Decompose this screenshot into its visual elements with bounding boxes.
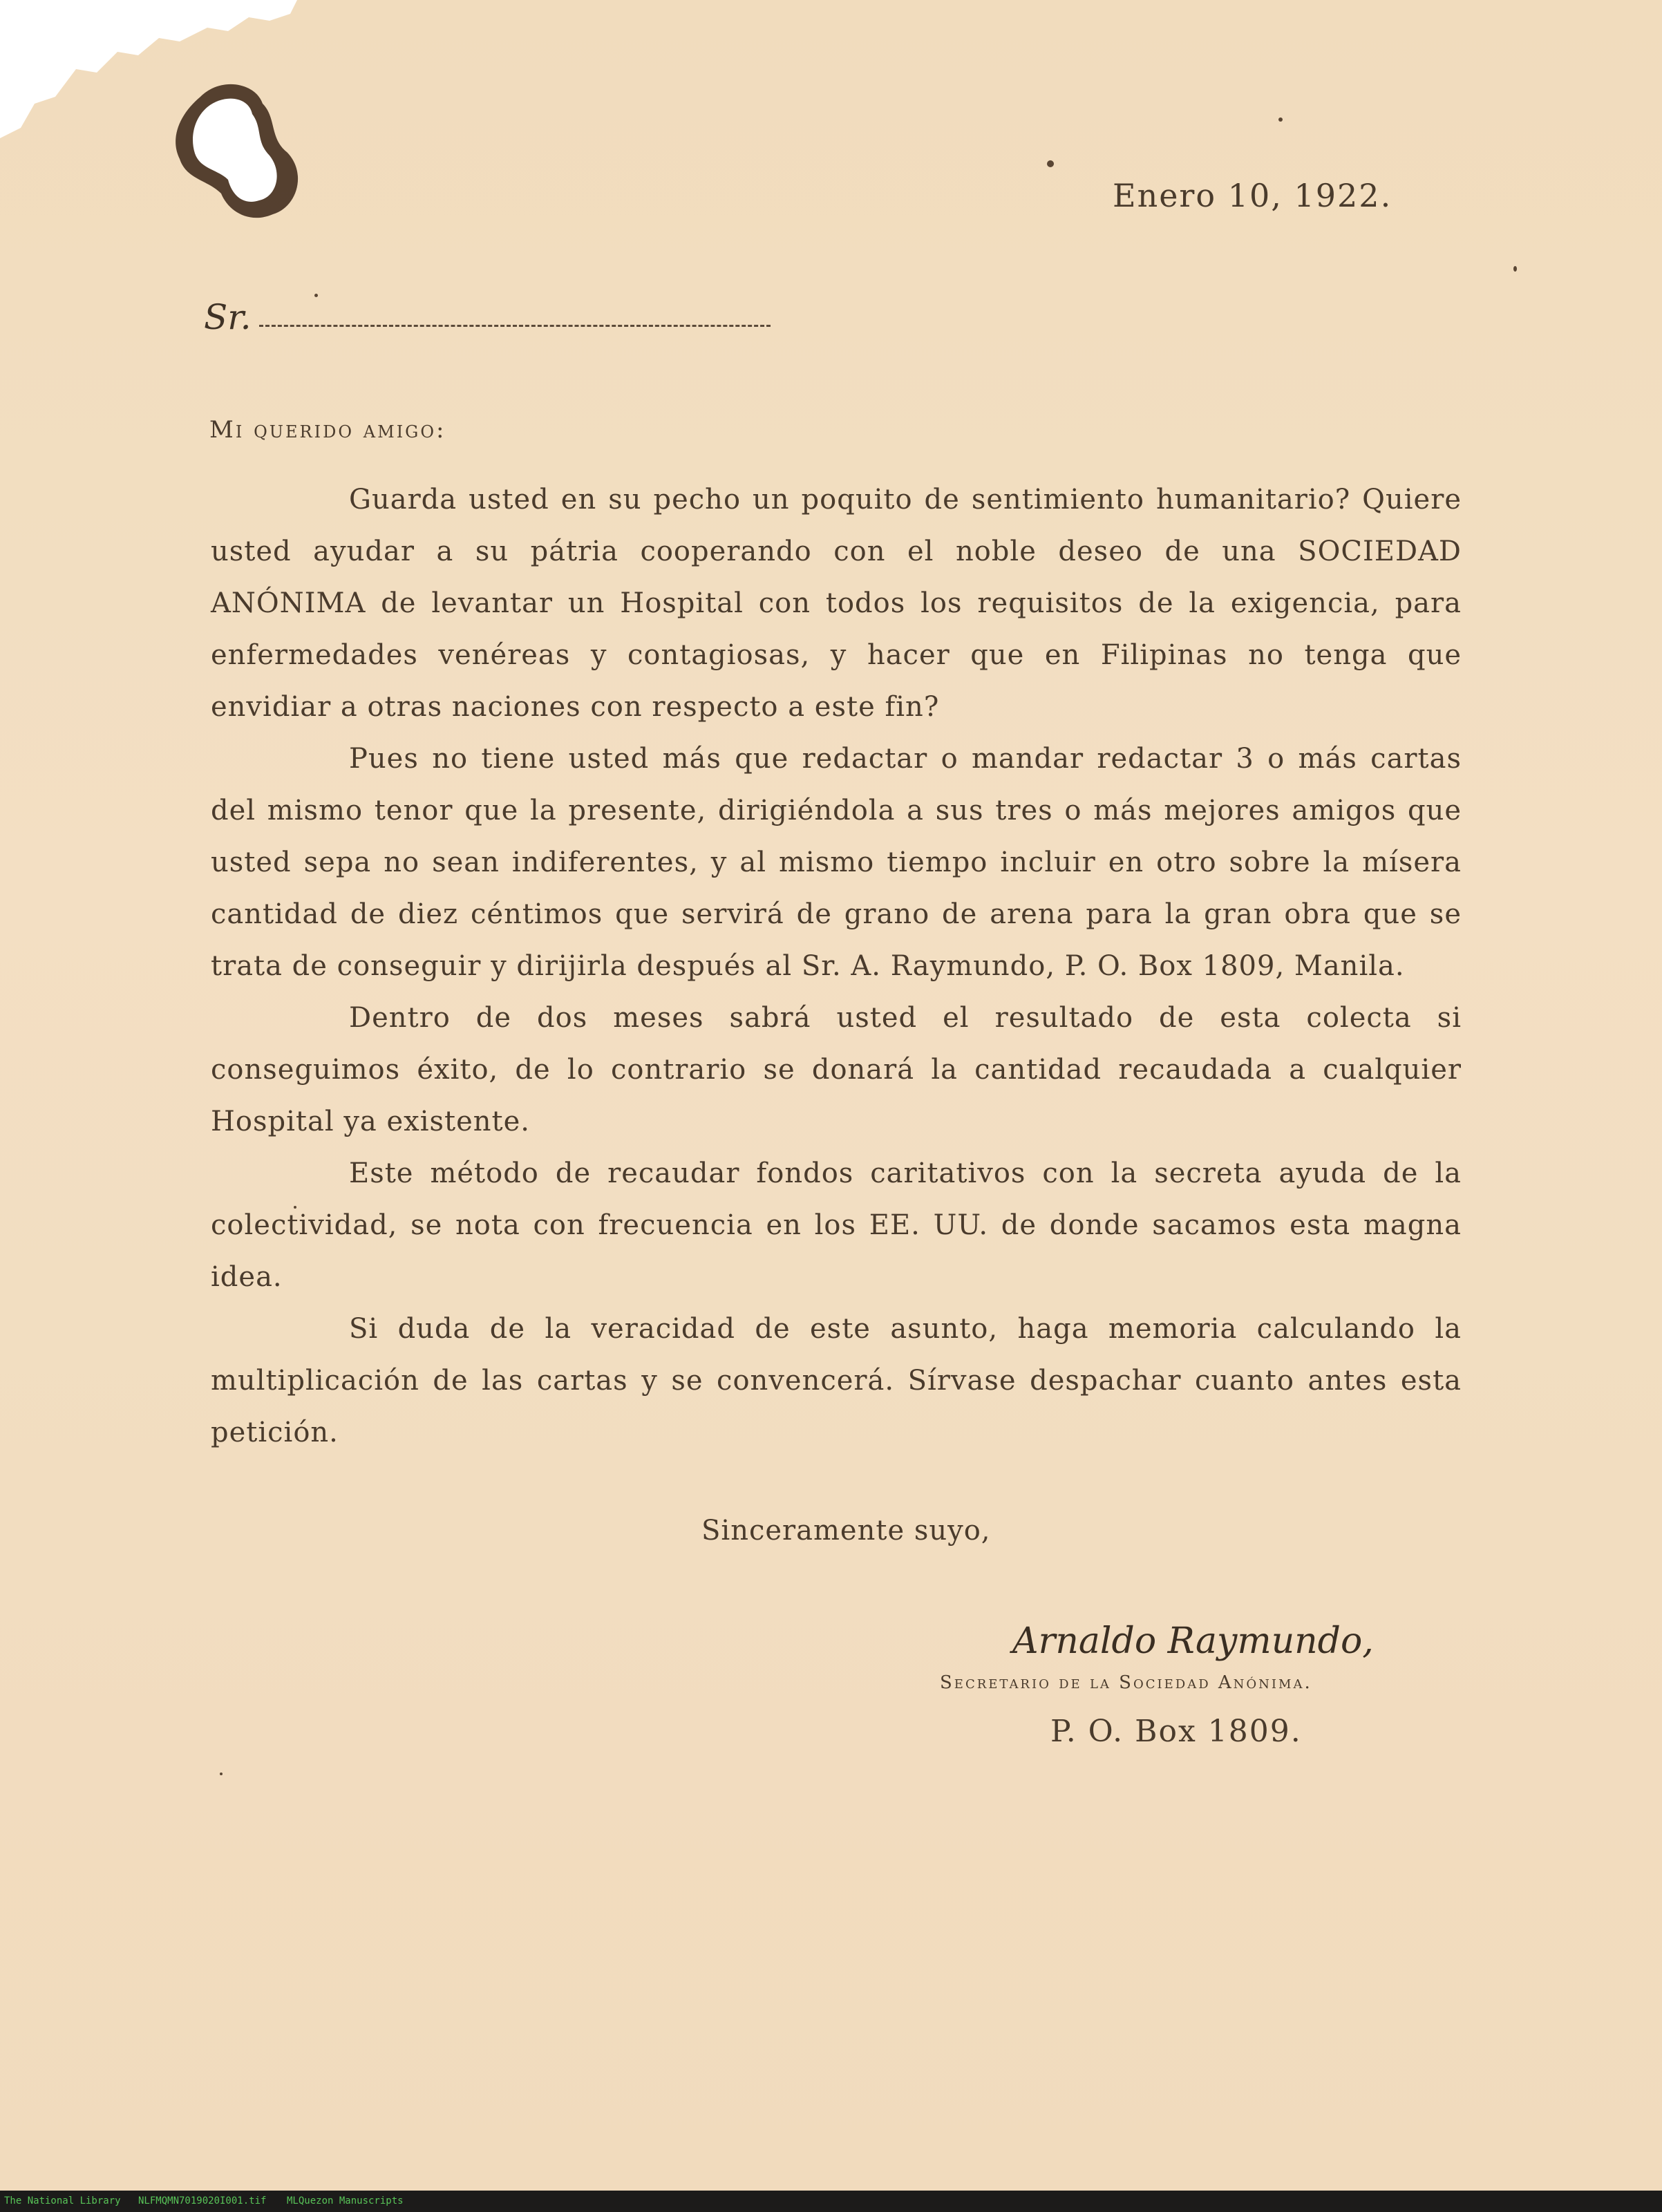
letter-date: Enero 10, 1922. [1113, 177, 1392, 214]
ink-speck [1278, 117, 1283, 122]
footer-library: The National Library [4, 2195, 121, 2206]
burn-hole [159, 76, 318, 228]
ink-speck [314, 294, 318, 297]
paragraph: Dentro de dos meses sabrá usted el resultado de esta colecta si conseguimos éxito, de lo contrario se donará la cantidad recaudada a cualquier Hospital ya existente. [211, 1002, 1462, 1137]
ink-speck [294, 1206, 296, 1209]
footer-file: NLFMQMN7019020I001.tif [138, 2195, 267, 2206]
signer-title: Secretario de la Sociedad Anónima. [940, 1672, 1312, 1693]
addressee-label: Sr. [204, 297, 252, 337]
po-box: P. O. Box 1809. [1050, 1714, 1302, 1749]
addressee-blank [259, 325, 771, 327]
ink-speck [220, 1773, 223, 1775]
ink-speck [1513, 266, 1517, 272]
footer-collection: MLQuezon Manuscripts [287, 2195, 404, 2206]
ink-speck [1047, 160, 1054, 167]
closing: Sinceramente suyo, [701, 1515, 991, 1547]
signature: Arnaldo Raymundo, [1012, 1620, 1374, 1662]
paragraph: Este método de recaudar fondos caritativos con la secreta ayuda de la colectividad, se nota con frecuencia en los EE. UU. de donde sacamos esta magna idea. [211, 1157, 1462, 1293]
paragraph: Si duda de la veracidad de este asunto, haga memoria calculando la multiplicación de las cartas y se convencerá. Sírvase despachar cuanto antes esta petición. [211, 1313, 1462, 1448]
salutation: Mi querido amigo: [209, 416, 446, 444]
archive-footer-bar [0, 2191, 1662, 2212]
paragraph: Pues no tiene usted más que redactar o mandar redactar 3 o más cartas del mismo tenor que la presente, dirigiéndola a sus tres o más mejores amigos que usted sepa no sean indiferentes, y al mismo tiempo incluir en otro sobre la mísera cantidad de diez céntimos que servirá de grano de arena para la gran obra que se trata de conseguir y dirijirla después al Sr. A. Raymundo, P. O. Box 1809, Manila. [211, 743, 1462, 982]
letter-body [211, 474, 1462, 1459]
addressee-line [204, 297, 777, 339]
paragraph: Guarda usted en su pecho un poquito de sentimiento humanitario? Quiere usted ayudar a su pátria cooperando con el noble deseo de una SOCIEDAD ANÓNIMA de levantar un Hospital con todos los requisitos de la exigencia, para enfermedades venéreas y contagiosas, y hacer que en Filipinas no tenga que envidiar a otras naciones con respecto a este fin? [211, 484, 1462, 723]
